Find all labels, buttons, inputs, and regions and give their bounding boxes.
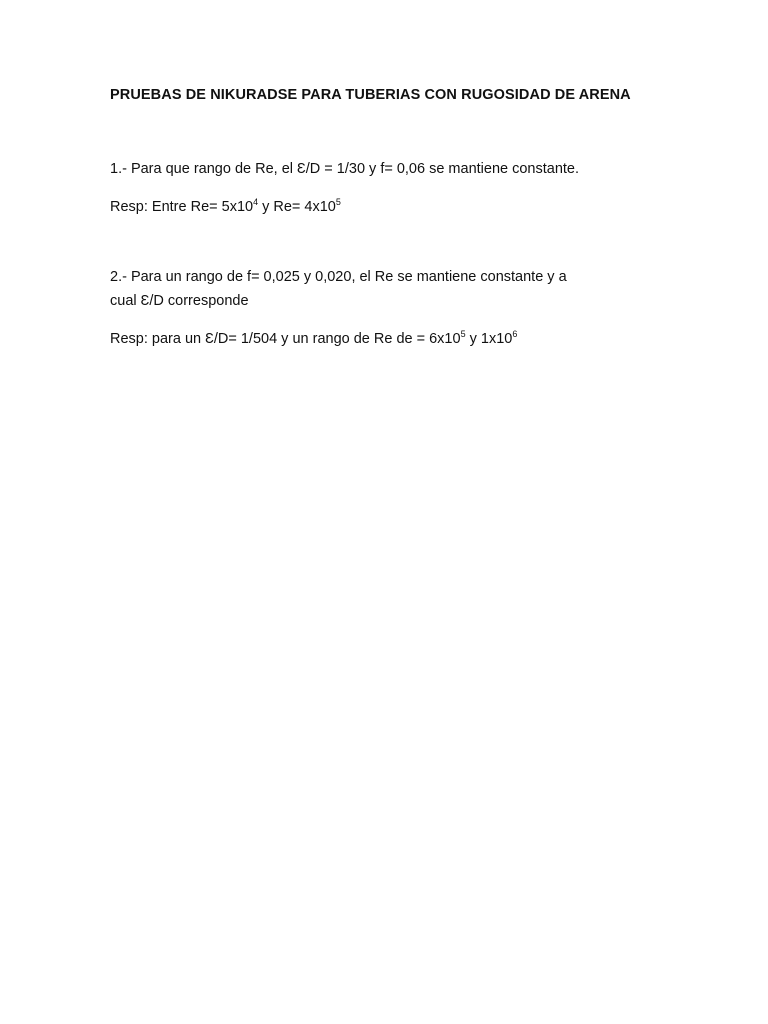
question-1: 1.- Para que rango de Re, el Ɛ/D = 1/30 y f= 0,06 se mantiene constante. bbox=[110, 161, 580, 177]
answer-1-middle: y Re= 4x10 bbox=[258, 199, 336, 215]
question-2-line-2: cual Ɛ/D corresponde bbox=[110, 293, 249, 309]
answer-1-exponent-1: 4 bbox=[253, 197, 259, 208]
question-2-line-1: 2.- Para un rango de f= 0,025 y 0,020, el Re se mantiene constante y a bbox=[110, 269, 567, 285]
answer-2-prefix: Resp: para un Ɛ/D= 1/504 y un rango de Re de = 6x10 bbox=[110, 331, 461, 347]
answer-2-exponent-2: 6 bbox=[512, 329, 518, 340]
answer-1-prefix: Resp: Entre Re= 5x10 bbox=[110, 199, 254, 215]
document-title: PRUEBAS DE NIKURADSE PARA TUBERIAS CON RUGOSIDAD DE ARENA bbox=[110, 87, 631, 103]
answer-1 bbox=[110, 195, 341, 219]
answer-2-exponent-1: 5 bbox=[460, 329, 466, 340]
answer-1-exponent-2: 5 bbox=[335, 197, 341, 208]
answer-2 bbox=[110, 327, 517, 351]
answer-2-middle: y 1x10 bbox=[465, 331, 513, 347]
